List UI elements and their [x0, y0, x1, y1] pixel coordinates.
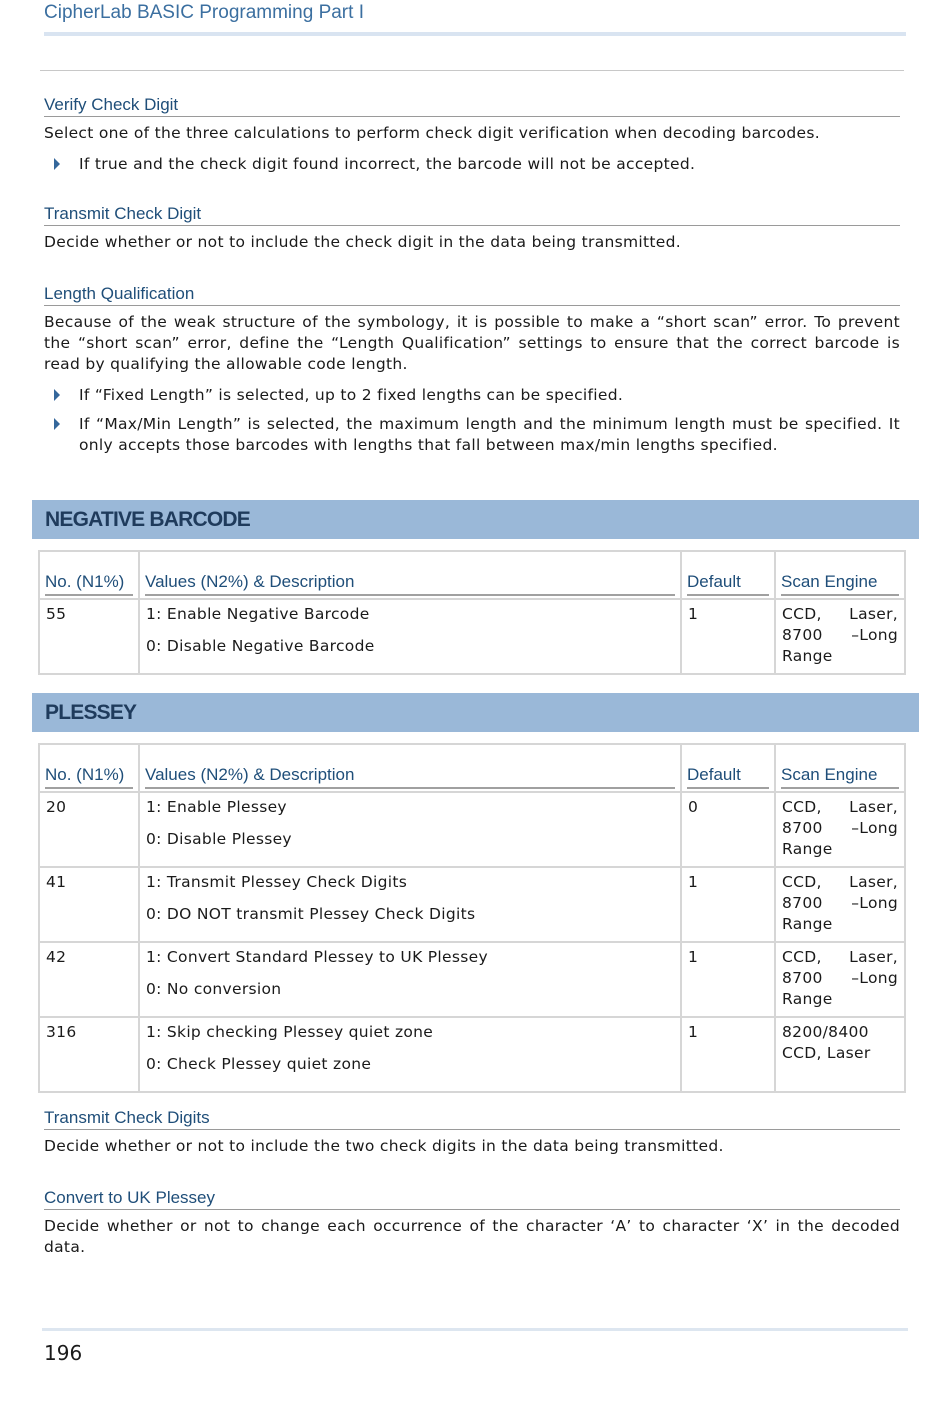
value-0: 0: DO NOT transmit Plessey Check Digits	[146, 905, 476, 923]
cell-no: 42	[39, 942, 139, 1017]
table-row	[39, 867, 905, 942]
header-engine: Scan Engine	[781, 572, 899, 596]
header-no: No. (N1%)	[45, 572, 133, 596]
table-row	[39, 942, 905, 1017]
cell-no: 20	[39, 792, 139, 867]
value-0: 0: No conversion	[146, 980, 282, 998]
value-1: 1: Skip checking Plessey quiet zone	[146, 1023, 434, 1041]
table-row	[39, 599, 905, 674]
header-engine: Scan Engine	[781, 765, 899, 789]
cell-engine: CCD, Laser, 8700 –Long Range	[775, 792, 905, 867]
header-default: Default	[687, 765, 769, 789]
bullet-item: If “Max/Min Length” is selected, the maximum length and the minimum length must be specified. It only accepts those barcodes with lengths that fall between max/min lengths specified.	[44, 414, 900, 456]
cell-engine: CCD, Laser, 8700 –Long Range	[775, 599, 905, 674]
cell-no: 41	[39, 867, 139, 942]
page-number: 196	[44, 1341, 83, 1365]
paragraph: Select one of the three calculations to perform check digit verification when decoding barcodes.	[44, 124, 820, 142]
plessey-band: PLESSEY	[32, 693, 919, 732]
cell-no: 316	[39, 1017, 139, 1092]
transmit-check-digit-section	[44, 202, 900, 253]
bullet-item: If true and the check digit found incorrect, the barcode will not be accepted.	[44, 154, 900, 175]
cell-default: 1	[681, 599, 775, 674]
cell-no: 55	[39, 599, 139, 674]
table-header-row	[39, 744, 905, 792]
cell-default: 1	[681, 1017, 775, 1092]
cell-default: 1	[681, 942, 775, 1017]
cell-engine: 8200/8400 CCD, Laser	[775, 1017, 905, 1092]
paragraph: Decide whether or not to include the two check digits in the data being transmitted.	[44, 1137, 724, 1155]
value-0: 0: Disable Plessey	[146, 830, 292, 848]
value-0: 0: Disable Negative Barcode	[146, 637, 375, 655]
value-1: 1: Enable Negative Barcode	[146, 605, 370, 623]
cell-default: 0	[681, 792, 775, 867]
cell-default: 1	[681, 867, 775, 942]
header-default: Default	[687, 572, 769, 596]
running-header: CipherLab BASIC Programming Part I	[44, 2, 364, 23]
negative-barcode-band: NEGATIVE BARCODE	[32, 500, 919, 539]
paragraph: Decide whether or not to change each occurrence of the character ‘A’ to character ‘X’ in the decoded data.	[44, 1217, 900, 1256]
section-heading: Length Qualification	[44, 282, 900, 306]
top-rule	[40, 70, 904, 71]
plessey-table	[38, 743, 906, 1093]
footer-rule	[42, 1328, 908, 1331]
paragraph: Because of the weak structure of the symbology, it is possible to make a “short scan” error. To prevent the “short scan” error, define the “Length Qualification” settings to ensure that the correct barcode is read by qualifying the allowable code length.	[44, 313, 900, 373]
table-header-row	[39, 551, 905, 599]
section-heading: Convert to UK Plessey	[44, 1186, 900, 1210]
section-heading: Transmit Check Digits	[44, 1106, 900, 1130]
header-no: No. (N1%)	[45, 765, 133, 789]
section-heading: Transmit Check Digit	[44, 202, 900, 226]
table-row	[39, 1017, 905, 1092]
length-qualification-section	[44, 282, 900, 456]
header-values: Values (N2%) & Description	[145, 572, 675, 596]
value-1: 1: Transmit Plessey Check Digits	[146, 873, 408, 891]
negative-barcode-table	[38, 550, 906, 675]
paragraph: Decide whether or not to include the check digit in the data being transmitted.	[44, 233, 681, 251]
value-1: 1: Convert Standard Plessey to UK Plessey	[146, 948, 488, 966]
header-rule	[44, 32, 906, 36]
cell-engine: CCD, Laser, 8700 –Long Range	[775, 867, 905, 942]
transmit-check-digits-section	[44, 1106, 900, 1157]
table-row	[39, 792, 905, 867]
verify-check-digit-section	[44, 93, 900, 175]
header-values: Values (N2%) & Description	[145, 765, 675, 789]
value-1: 1: Enable Plessey	[146, 798, 287, 816]
convert-uk-plessey-section	[44, 1186, 900, 1258]
cell-engine: CCD, Laser, 8700 –Long Range	[775, 942, 905, 1017]
value-0: 0: Check Plessey quiet zone	[146, 1055, 372, 1073]
section-heading: Verify Check Digit	[44, 93, 900, 117]
bullet-item: If “Fixed Length” is selected, up to 2 fixed lengths can be specified.	[44, 385, 900, 406]
